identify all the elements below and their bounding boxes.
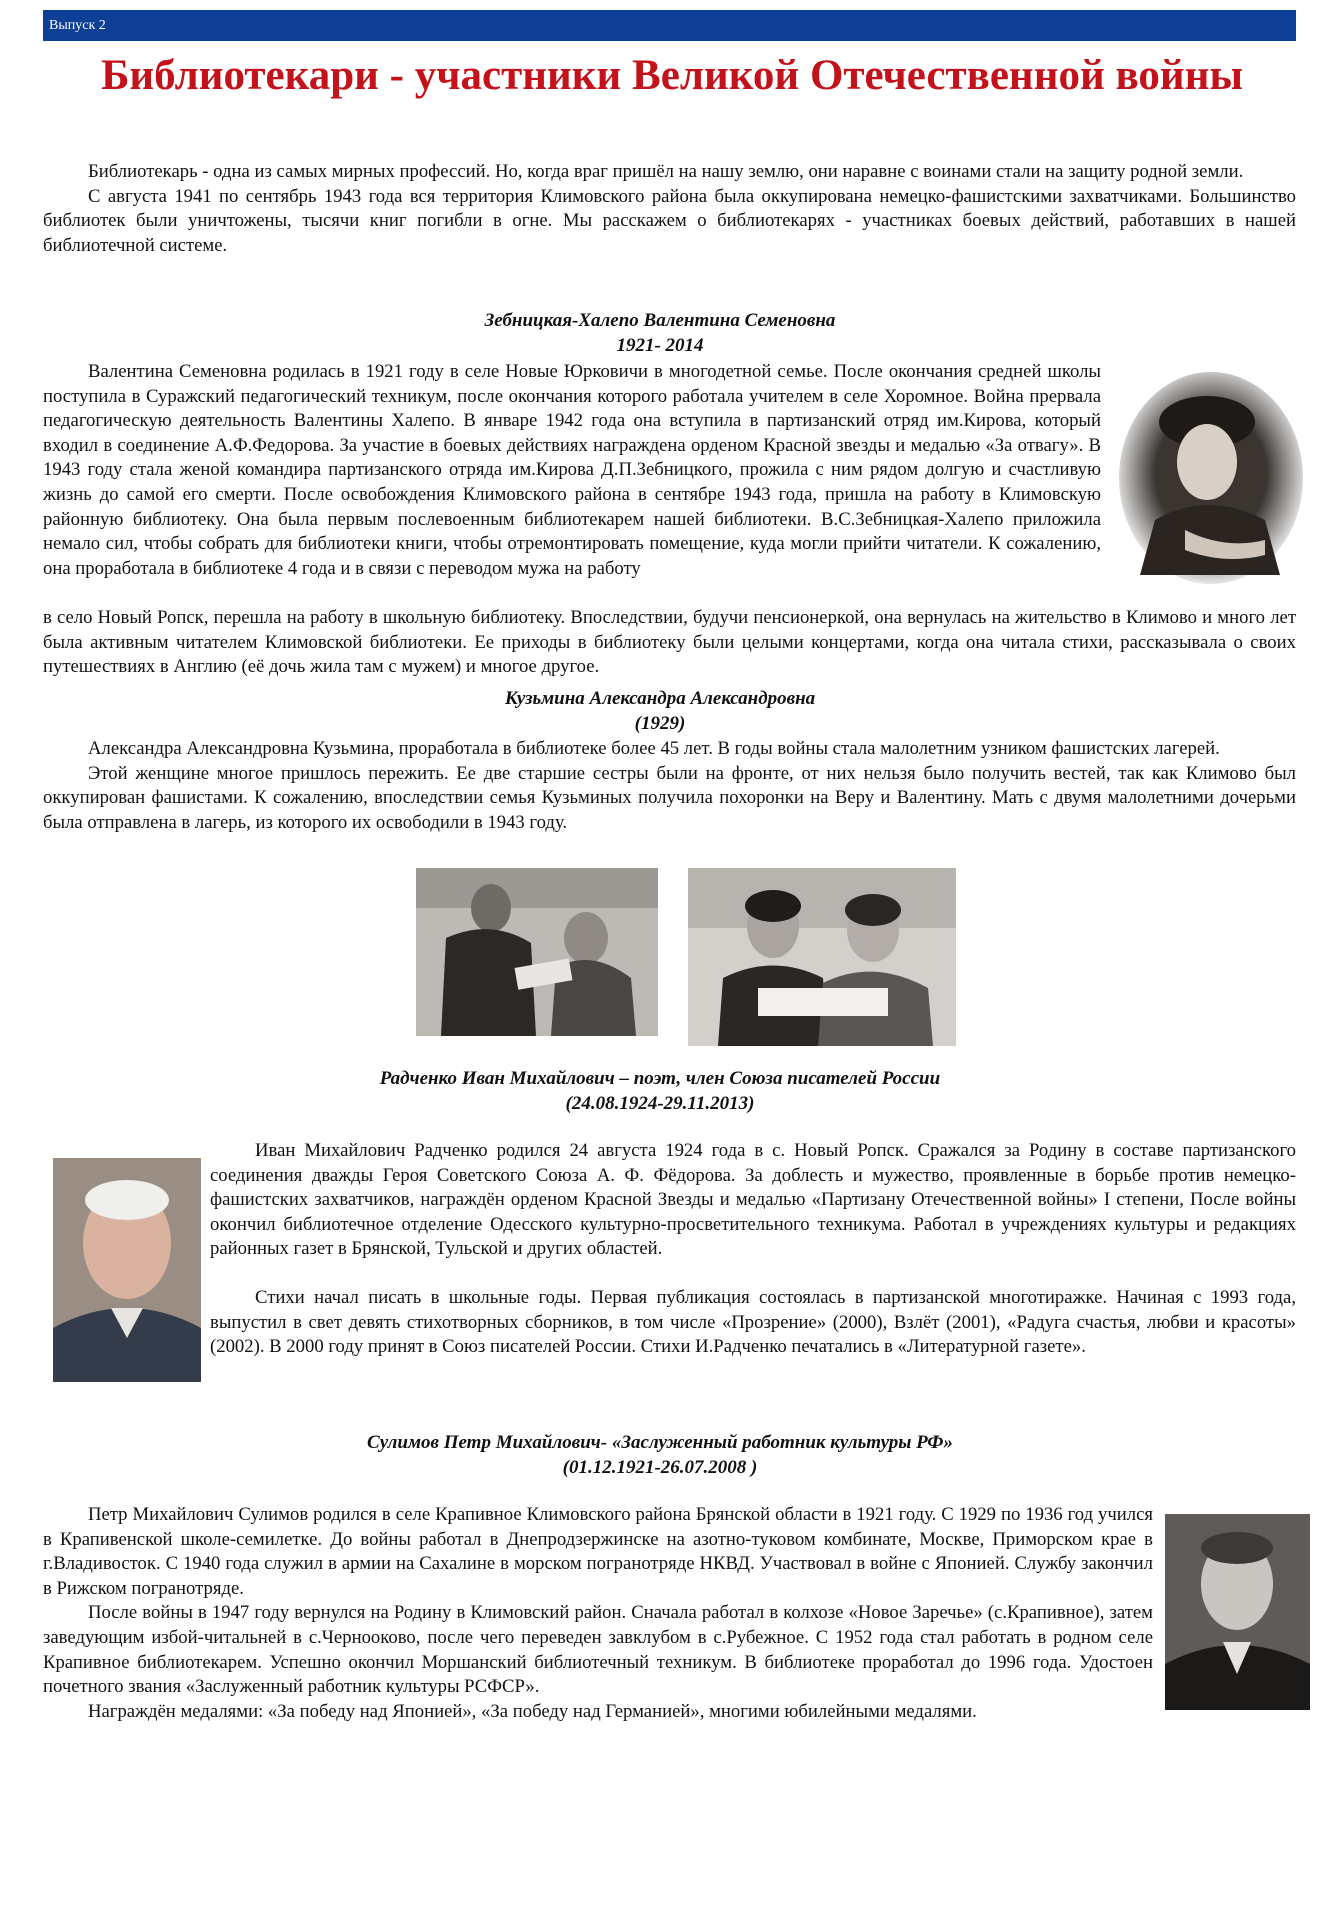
issue-label: Выпуск 2 <box>49 18 106 33</box>
section-name: Зебницкая-Халепо Валентина Семеновна <box>484 310 836 331</box>
bio-paragraph: в село Новый Ропск, перешла на работу в школьную библиотеку. Впоследствии, будучи пенсионеркой, она вернулась на жительство в Климово и много лет была активным читателем Климовской библиотеки. Ее приходы в библиотеку были целыми концертами, когда она читала стихи, рассказывала о своих путешествиях в Англию (её дочь жила там с мужем) и многое другое. <box>43 607 1296 678</box>
bio-paragraph: Этой женщине многое пришлось пережить. Ее две старшие сестры были на фронте, от них нельзя было получить вестей, так как Климово был оккупирован фашистами. К сожалению, впоследствии семья Кузьминых получила похоронки на Веру и Валентину. Мать с двумя малолетними дочерьми была отправлена в лагерь, из которого их освободили в 1943 году. <box>43 762 1296 833</box>
section-zebnitskaya-heading <box>300 308 1020 358</box>
bio-paragraph: Иван Михайлович Радченко родился 24 августа 1924 года в с. Новый Ропск. Сражался за Родину в составе партизанского соединения дважды Героя Советского Союза А. Ф. Фёдорова. За доблесть и мужество, проявленные в борьбе против немецко-фашистских захватчиков, награждён орденом Красной Звезды и медалью «Партизану Отечественной войны» I степени, После войны окончил библиотечное отделение Одесского культурно-просветительного техникума. Работал в учреждениях культуры и редакциях районных газет в Брянской, Тульской и других областей. <box>210 1140 1296 1260</box>
radchenko-text <box>210 1139 1296 1360</box>
bio-paragraph: Александра Александровна Кузьмина, проработала в библиотеке более 45 лет. В годы войны стала малолетним узником фашистских лагерей. <box>88 738 1220 759</box>
section-sulimov-heading <box>240 1430 1080 1480</box>
radchenko-portrait <box>53 1158 201 1382</box>
kuzmina-photo-2 <box>688 868 956 1046</box>
kuzmina-photo-1 <box>416 868 658 1036</box>
bio-paragraph: Валентина Семеновна родилась в 1921 году в селе Новые Юрковичи в многодетной семье. После окончания средней школы поступила в Суражский педагогический техникум, после окончания которого работала учителем в селе Хоромное. Война прервала педагогическую деятельность Валентины Халепо. В январе 1942 года она вступила в партизанский отряд им.Кирова, который входил в соединение А.Ф.Федорова. За участие в боевых действиях награждена орденом Красной звезды и медалью «За отвагу». В 1943 году стала женой командира партизанского отряда им.Кирова Д.П.Зебницкого, прожила с ним рядом долгую и счастливую жизнь до самой его смерти. После освобождения Климовского района в сентябре 1943 года, пришла на работу в Климовскую районную библиотеку. Она была первым послевоенным библиотекарем нашей библиотеки. В.С.Зебницкая-Халепо приложила немало сил, чтобы собрать для библиотеки книги, чтобы отремонтировать помещение, куда могли прийти читатели. К сожалению, она проработала в библиотеке 4 года и в связи с переводом мужа на работу <box>43 361 1101 579</box>
archive-photo-image <box>416 868 658 1036</box>
issue-header-bar <box>43 10 1296 41</box>
intro-paragraph: Библиотекарь - одна из самых мирных профессий. Но, когда враг пришёл на нашу землю, они наравне с воинами стали на защиту родной земли. <box>88 161 1244 182</box>
page-title: Библиотекари - участники Великой Отечественной войны <box>100 52 1244 99</box>
intro-paragraph: С августа 1941 по сентябрь 1943 года вся территория Климовского района была оккупирована немецко-фашистскими захватчиками. Большинство библиотек были уничтожены, тысячи книг погибли в огне. Мы расскажем о библиотекарях - участниках боевых действий, работавших в нашей библиотечной системе. <box>43 185 1296 256</box>
zebnitskaya-text-full <box>43 606 1296 680</box>
section-years: (01.12.1921-26.07.2008 ) <box>562 1457 758 1478</box>
section-kuzmina-heading <box>300 686 1020 736</box>
zebnitskaya-text-side <box>43 360 1101 581</box>
section-name: Радченко Иван Михайлович – поэт, член Союза писателей России <box>379 1068 941 1089</box>
portrait-image <box>53 1158 201 1382</box>
section-name: Кузьмина Александра Александровна <box>504 688 816 709</box>
bio-paragraph: Стихи начал писать в школьные годы. Первая публикация состоялась в партизанской многотиражке. Начиная с 1993 года, выпустил в свет девять стихотворных сборников, в том числе «Прозрение» (2000), Взлёт (2001), «Радуга счастья, любви и красоты» (2002). В 2000 году принят в Союз писателей России. Стихи И.Радченко печатались в «Литературной газете». <box>210 1286 1296 1358</box>
bio-paragraph: После войны в 1947 году вернулся на Родину в Климовский район. Сначала работал в колхозе «Новое Заречье» (с.Крапивное), затем заведующим избой-читальней в с.Чернооково, после чего переведен завклубом в с.Рубежное. С 1952 года стал работать в родном селе Крапивное библиотекарем. Успешно окончил Моршанский библиотечный техникум. В библиотеке проработал до 1996 года. Удостоен почетного звания «Заслуженный работник культуры РСФСР». <box>43 1602 1153 1698</box>
intro-text <box>43 160 1296 258</box>
bio-paragraph: Награждён медалями: «За победу над Японией», «За победу над Германией», многими юбилейными медалями. <box>88 1700 977 1722</box>
zebnitskaya-portrait <box>1115 370 1307 588</box>
bio-paragraph: Петр Михайлович Сулимов родился в селе Крапивное Климовского района Брянской области в 1921 году. С 1929 по 1936 год учился в Крапивенской школе-семилетке. До войны работал в Днепродзержинске на азотно-туковом комбинате, Москве, Приморском крае в г.Владивосток. С 1940 года служил в армии на Сахалине в морском погранотряде НКВД. Участвовал в войне с Японией. Службу закончил в Рижском погранотряде. <box>43 1504 1153 1599</box>
portrait-image <box>1115 370 1307 588</box>
section-years: (24.08.1924-29.11.2013) <box>565 1093 755 1114</box>
section-radchenko-heading <box>250 1066 1070 1116</box>
sulimov-text <box>43 1503 1153 1724</box>
section-years: (1929) <box>634 713 686 734</box>
portrait-image <box>1165 1514 1310 1710</box>
section-years: 1921- 2014 <box>616 335 704 356</box>
kuzmina-text <box>43 737 1296 835</box>
section-name: Сулимов Петр Михайлович- «Заслуженный работник культуры РФ» <box>367 1432 953 1453</box>
sulimov-portrait <box>1165 1514 1310 1710</box>
archive-photo-image <box>688 868 956 1046</box>
